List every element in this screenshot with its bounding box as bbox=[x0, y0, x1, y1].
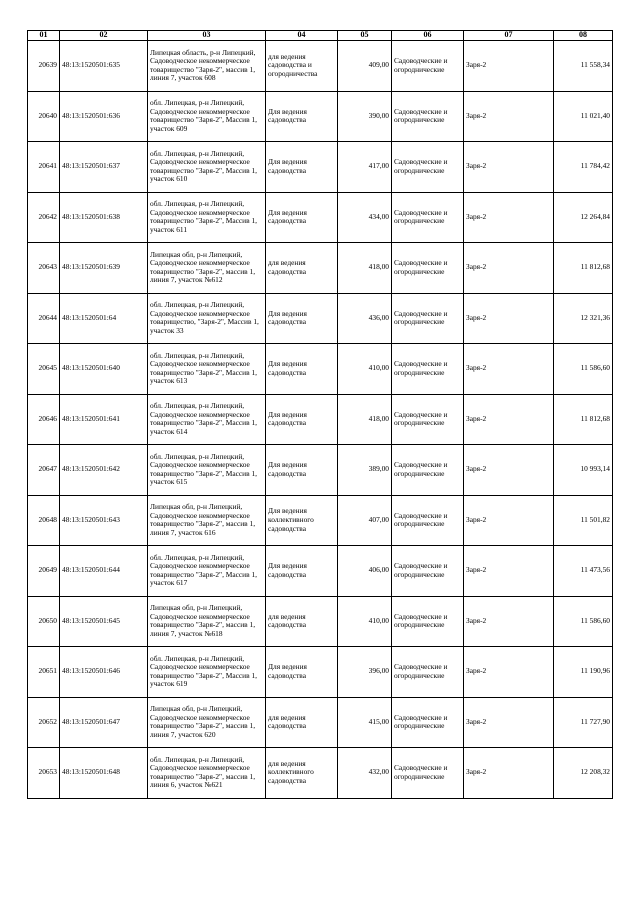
locality-cell: Заря-2 bbox=[464, 91, 554, 142]
locality-cell: Заря-2 bbox=[464, 647, 554, 698]
locality-cell: Заря-2 bbox=[464, 394, 554, 445]
address-cell bbox=[148, 495, 266, 546]
column-header: 08 bbox=[554, 31, 613, 41]
row-id-cell: 20639 bbox=[28, 41, 60, 92]
cadastral-value-cell: 12 321,36 bbox=[554, 293, 613, 344]
cadastral-number-cell: 48:13:1520501:640 bbox=[60, 344, 148, 395]
row-id-cell: 20646 bbox=[28, 394, 60, 445]
address-text: обл. Липецкая, р-н Липецкий, Садоводческое некоммерческое товарищество "Заря-2", Массив 1, участок 619 bbox=[150, 654, 258, 689]
address-cell bbox=[148, 546, 266, 597]
address-cell bbox=[148, 192, 266, 243]
land-use-cell: Для ведения садоводства bbox=[266, 192, 338, 243]
category-cell: Садоводческие и огороднические bbox=[392, 495, 464, 546]
category-cell: Садоводческие и огороднические bbox=[392, 142, 464, 193]
header-row bbox=[28, 31, 613, 41]
address-cell bbox=[148, 445, 266, 496]
cadastral-number-cell: 48:13:1520501:637 bbox=[60, 142, 148, 193]
category-cell: Садоводческие и огороднические bbox=[392, 445, 464, 496]
area-cell: 417,00 bbox=[338, 142, 392, 193]
locality-cell: Заря-2 bbox=[464, 293, 554, 344]
row-id-cell: 20645 bbox=[28, 344, 60, 395]
cadastral-number-cell: 48:13:1520501:645 bbox=[60, 596, 148, 647]
address-text: обл. Липецкая, р-н Липецкий, Садоводческое некоммерческое товарищество "Заря-2", Массив 1, участок 611 bbox=[150, 200, 258, 234]
locality-cell: Заря-2 bbox=[464, 546, 554, 597]
row-id-cell: 20644 bbox=[28, 293, 60, 344]
address-text: обл. Липецкая, р-н Липецкий, Садоводческое некоммерческое товарищество "Заря-2", Массив 1, участок 609 bbox=[150, 99, 258, 133]
cadastral-number-cell: 48:13:1520501:648 bbox=[60, 748, 148, 799]
area-cell: 432,00 bbox=[338, 748, 392, 799]
cadastral-value-cell: 11 812,68 bbox=[554, 243, 613, 294]
category-cell: Садоводческие и огороднические bbox=[392, 647, 464, 698]
table-row bbox=[28, 243, 613, 294]
table-row bbox=[28, 344, 613, 395]
column-header: 05 bbox=[338, 31, 392, 41]
land-use-cell: Для ведения садоводства bbox=[266, 394, 338, 445]
locality-cell: Заря-2 bbox=[464, 748, 554, 799]
land-registry-table bbox=[27, 30, 613, 799]
address-text: обл. Липецкая, р-н Липецкий, Садоводческое некоммерческое товарищество "Заря-2", Массив 1, участок 615 bbox=[150, 452, 258, 487]
address-cell bbox=[148, 596, 266, 647]
land-use-cell: Для ведения садоводства bbox=[266, 293, 338, 344]
category-cell: Садоводческие и огороднические bbox=[392, 41, 464, 92]
cadastral-value-cell: 11 021,40 bbox=[554, 91, 613, 142]
locality-cell: Заря-2 bbox=[464, 41, 554, 92]
row-id-cell: 20648 bbox=[28, 495, 60, 546]
column-header: 07 bbox=[464, 31, 554, 41]
cadastral-value-cell: 12 264,84 bbox=[554, 192, 613, 243]
locality-cell: Заря-2 bbox=[464, 243, 554, 294]
cadastral-value-cell: 11 558,34 bbox=[554, 41, 613, 92]
category-cell: Садоводческие и огороднические bbox=[392, 596, 464, 647]
address-text: обл. Липецкая, р-н Липецкий, Садоводческое некоммерческое товарищество "Заря-2", Массив 1, участок 610 bbox=[150, 149, 258, 184]
land-use-cell: Для ведения садоводства bbox=[266, 647, 338, 698]
address-cell bbox=[148, 293, 266, 344]
address-cell bbox=[148, 41, 266, 92]
column-header: 06 bbox=[392, 31, 464, 41]
area-cell: 409,00 bbox=[338, 41, 392, 92]
land-use-cell: для ведения коллективного садоводства bbox=[266, 748, 338, 799]
cadastral-value-cell: 11 473,56 bbox=[554, 546, 613, 597]
locality-cell: Заря-2 bbox=[464, 445, 554, 496]
cadastral-value-cell: 11 586,60 bbox=[554, 596, 613, 647]
row-id-cell: 20643 bbox=[28, 243, 60, 294]
address-text: Липецкая обл, р-н Липецкий, Садоводческое некоммерческое товарищество "Заря-2", массив 1, линия 7, участок 616 bbox=[150, 503, 256, 537]
table-row bbox=[28, 91, 613, 142]
row-id-cell: 20640 bbox=[28, 91, 60, 142]
row-id-cell: 20651 bbox=[28, 647, 60, 698]
land-use-cell: Для ведения коллективного садоводства bbox=[266, 495, 338, 546]
area-cell: 415,00 bbox=[338, 697, 392, 748]
locality-cell: Заря-2 bbox=[464, 596, 554, 647]
land-use-cell: для ведения садоводства bbox=[266, 243, 338, 294]
area-cell: 436,00 bbox=[338, 293, 392, 344]
cadastral-number-cell: 48:13:1520501:635 bbox=[60, 41, 148, 92]
land-use-cell: Для ведения садоводства bbox=[266, 142, 338, 193]
category-cell: Садоводческие и огороднические bbox=[392, 748, 464, 799]
column-header: 04 bbox=[266, 31, 338, 41]
land-use-cell: для ведения садоводства bbox=[266, 697, 338, 748]
row-id-cell: 20642 bbox=[28, 192, 60, 243]
area-cell: 418,00 bbox=[338, 394, 392, 445]
locality-cell: Заря-2 bbox=[464, 495, 554, 546]
address-cell bbox=[148, 142, 266, 193]
area-cell: 410,00 bbox=[338, 344, 392, 395]
row-id-cell: 20647 bbox=[28, 445, 60, 496]
address-text: обл. Липецкая, р-н Липецкий, Садоводческое некоммерческое товарищество "Заря-2", Массив 1, участок 614 bbox=[150, 402, 258, 436]
table-row bbox=[28, 293, 613, 344]
area-cell: 396,00 bbox=[338, 647, 392, 698]
category-cell: Садоводческие и огороднические bbox=[392, 394, 464, 445]
cadastral-value-cell: 11 501,82 bbox=[554, 495, 613, 546]
cadastral-value-cell: 11 727,90 bbox=[554, 697, 613, 748]
category-cell: Садоводческие и огороднические bbox=[392, 546, 464, 597]
category-cell: Садоводческие и огороднические bbox=[392, 293, 464, 344]
category-cell: Садоводческие и огороднические bbox=[392, 243, 464, 294]
cadastral-value-cell: 10 993,14 bbox=[554, 445, 613, 496]
cadastral-number-cell: 48:13:1520501:647 bbox=[60, 697, 148, 748]
address-text: обл. Липецкая, р-н Липецкий, Садоводческое некоммерческое товарищество "Заря-2", Массив 1, участок 617 bbox=[150, 553, 258, 588]
land-use-cell: для ведения садоводства и огородничества bbox=[266, 41, 338, 92]
land-use-cell: Для ведения садоводства bbox=[266, 344, 338, 395]
cadastral-value-cell: 11 812,68 bbox=[554, 394, 613, 445]
land-use-cell: Для ведения садоводства bbox=[266, 91, 338, 142]
address-text: Липецкая обл, р-н Липецкий, Садоводческое некоммерческое товарищество "Заря-2", массив 1, линия 7, участок №618 bbox=[150, 604, 256, 638]
cadastral-value-cell: 11 586,60 bbox=[554, 344, 613, 395]
cadastral-value-cell: 11 784,42 bbox=[554, 142, 613, 193]
area-cell: 407,00 bbox=[338, 495, 392, 546]
cadastral-number-cell: 48:13:1520501:643 bbox=[60, 495, 148, 546]
land-use-cell: Для ведения садоводства bbox=[266, 445, 338, 496]
cadastral-number-cell: 48:13:1520501:636 bbox=[60, 91, 148, 142]
cadastral-value-cell: 12 208,32 bbox=[554, 748, 613, 799]
category-cell: Садоводческие и огороднические bbox=[392, 697, 464, 748]
cadastral-number-cell: 48:13:1520501:641 bbox=[60, 394, 148, 445]
address-text: обл. Липецкая, р-н Липецкий, Садоводческое некоммерческое товарищество, "Заря-2", Массив 1, участок 33 bbox=[150, 301, 259, 335]
address-cell bbox=[148, 748, 266, 799]
table-row bbox=[28, 596, 613, 647]
table-row bbox=[28, 192, 613, 243]
table-row bbox=[28, 445, 613, 496]
area-cell: 406,00 bbox=[338, 546, 392, 597]
table-row bbox=[28, 394, 613, 445]
cadastral-number-cell: 48:13:1520501:64 bbox=[60, 293, 148, 344]
address-cell bbox=[148, 344, 266, 395]
row-id-cell: 20641 bbox=[28, 142, 60, 193]
address-text: Липецкая обл, р-н Липецкий, Садоводческое некоммерческое товарищество "Заря-2", массив 1, линия 7, участок №612 bbox=[150, 250, 256, 285]
row-id-cell: 20653 bbox=[28, 748, 60, 799]
category-cell: Садоводческие и огороднические bbox=[392, 344, 464, 395]
column-header: 03 bbox=[148, 31, 266, 41]
address-text: обл. Липецкая, р-н Липецкий, Садоводческое некоммерческое товарищество "Заря-2", Массив 1, участок 613 bbox=[150, 351, 258, 386]
table-row bbox=[28, 697, 613, 748]
row-id-cell: 20650 bbox=[28, 596, 60, 647]
address-cell bbox=[148, 243, 266, 294]
table-body bbox=[28, 41, 613, 799]
table-row bbox=[28, 142, 613, 193]
area-cell: 434,00 bbox=[338, 192, 392, 243]
row-id-cell: 20649 bbox=[28, 546, 60, 597]
cadastral-number-cell: 48:13:1520501:642 bbox=[60, 445, 148, 496]
locality-cell: Заря-2 bbox=[464, 344, 554, 395]
address-cell bbox=[148, 394, 266, 445]
category-cell: Садоводческие и огороднические bbox=[392, 192, 464, 243]
address-text: Липецкая обл, р-н Липецкий, Садоводческое некоммерческое товарищество "Заря-2", массив 1, линия 7, участок 620 bbox=[150, 705, 256, 739]
locality-cell: Заря-2 bbox=[464, 192, 554, 243]
row-id-cell: 20652 bbox=[28, 697, 60, 748]
land-use-cell: для ведения садоводства bbox=[266, 596, 338, 647]
table-row bbox=[28, 748, 613, 799]
address-text: обл. Липецкая, р-н Липецкий, Садоводческое некоммерческое товарищество "Заря-2", массив 1, линия 6, участок №621 bbox=[150, 755, 256, 790]
address-cell bbox=[148, 91, 266, 142]
cadastral-number-cell: 48:13:1520501:638 bbox=[60, 192, 148, 243]
cadastral-value-cell: 11 190,96 bbox=[554, 647, 613, 698]
table-row bbox=[28, 647, 613, 698]
area-cell: 410,00 bbox=[338, 596, 392, 647]
locality-cell: Заря-2 bbox=[464, 697, 554, 748]
area-cell: 390,00 bbox=[338, 91, 392, 142]
column-header: 02 bbox=[60, 31, 148, 41]
cadastral-number-cell: 48:13:1520501:644 bbox=[60, 546, 148, 597]
cadastral-number-cell: 48:13:1520501:639 bbox=[60, 243, 148, 294]
cadastral-number-cell: 48:13:1520501:646 bbox=[60, 647, 148, 698]
table-row bbox=[28, 41, 613, 92]
land-use-cell: Для ведения садоводства bbox=[266, 546, 338, 597]
table-row bbox=[28, 546, 613, 597]
address-cell bbox=[148, 697, 266, 748]
address-cell bbox=[148, 647, 266, 698]
area-cell: 389,00 bbox=[338, 445, 392, 496]
locality-cell: Заря-2 bbox=[464, 142, 554, 193]
area-cell: 418,00 bbox=[338, 243, 392, 294]
address-text: Липецкая область, р-н Липецкий, Садоводческое некоммерческое товарищество "Заря-2", массив 1, линия 7, участок 608 bbox=[150, 48, 256, 83]
category-cell: Садоводческие и огороднические bbox=[392, 91, 464, 142]
column-header: 01 bbox=[28, 31, 60, 41]
table-row bbox=[28, 495, 613, 546]
